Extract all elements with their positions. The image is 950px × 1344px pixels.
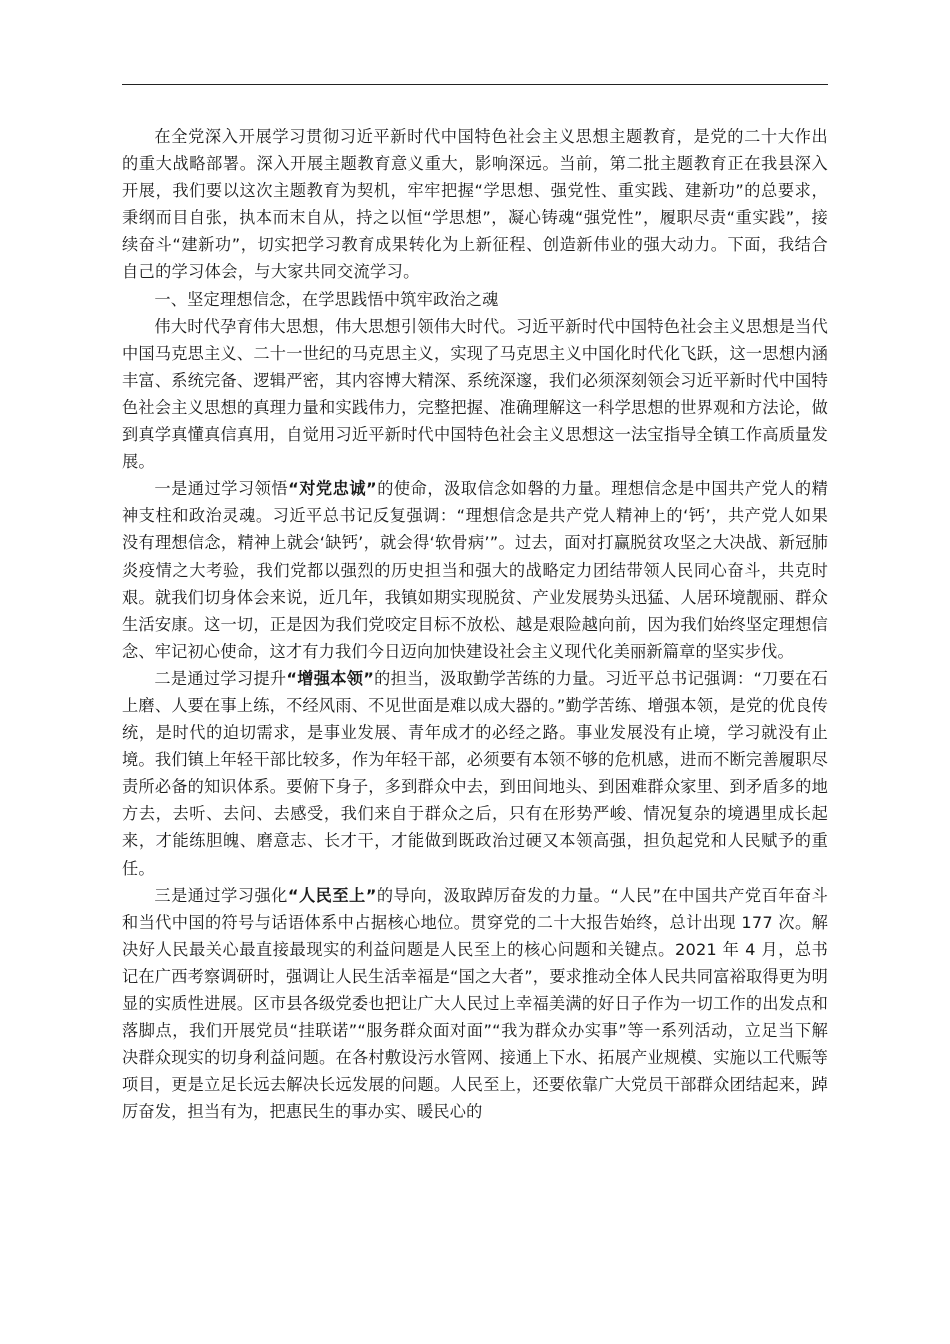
intro-paragraph: 在全党深入开展学习贯彻习近平新时代中国特色社会主义思想主题教育，是党的二十大作出的重大战略部署。深入开展主题教育意义重大，影响深远。当前，第二批主题教育正在我县深入开展，我们要以这次主题教育为契机，牢牢把握“学思想、强党性、重实践、建新功”的总要求，秉纲而目自张，执本而末自从，持之以恒“学思想”，凝心铸魂“强党性”，履职尽责“重实践”，接续奋斗“建新功”，切实把学习教育成果转化为上新征程、创造新伟业的强大动力。下面，我结合自己的学习体会，与大家共同交流学习。: [122, 127, 828, 282]
point-two-emphasis: “增强本领”: [286, 668, 375, 688]
point-three-lead: 三是通过学习强化: [154, 885, 288, 905]
point-two-lead: 二是通过学习提升: [154, 668, 287, 688]
header-rule: [122, 84, 828, 85]
point-one-body: 的使命，汲取信念如磐的力量。理想信念是中国共产党人的精神支柱和政治灵魂。习近平总书记反复强调：“理想信念是共产党人精神上的‘钙’，共产党人如果没有理想信念，精神上就会‘缺钙’，就会得‘软骨病’”。过去，面对打赢脱贫攻坚之大决战、新冠肺炎疫情之大考验，我们党都以强烈的历史担当和强大的战略定力团结带领人民同心奋斗，共克时艰。就我们切身体会来说，近几年，我镇如期实现脱贫、产业发展势头迅猛、人居环境靓丽、群众生活安康。这一切，正是因为我们党咬定目标不放松、越是艰险越向前，因为我们始终坚定理想信念、牢记初心使命，这才有力我们今日迈向加快建设社会主义现代化美丽新篇章的坚实步伐。: [122, 479, 828, 661]
point-one-paragraph: [122, 475, 828, 665]
point-two-body: 的担当，汲取勤学苦练的力量。习近平总书记强调：“刀要在石上磨、人要在事上练，不经风雨、不见世面是难以成大器的。”勤学苦练、增强本领，是党的优良传统，是时代的迫切需求，是事业发展、青年成才的必经之路。事业发展没有止境，学习就没有止境。我们镇上年轻干部比较多，作为年轻干部，必须要有本领不够的危机感，进而不断完善履职尽责所必备的知识体系。要俯下身子，多到群众中去，到田间地头、到困难群众家里、到矛盾多的地方去，去听、去问、去感受，我们来自于群众之后，只有在形势严峻、情况复杂的境遇里成长起来，才能练胆魄、磨意志、长才干，才能做到既政治过硬又本领高强，担负起党和人民赋予的重任。: [122, 668, 829, 878]
point-three-emphasis: “人民至上”: [287, 885, 377, 905]
point-three-paragraph: [122, 882, 828, 1126]
point-one-lead: 一是通过学习领悟: [154, 479, 289, 499]
point-one-emphasis: “对党忠诚”: [288, 479, 377, 499]
document-body: [122, 123, 828, 1125]
point-three-body: 的导向，汲取踔厉奋发的力量。“人民”在中国共产党百年奋斗和当代中国的符号与话语体系中占据核心地位。贯穿党的二十大报告始终，总计出现 177 次。解决好人民最关心最直接最现实的利益问题是人民至上的核心问题和关键点。2021 年 4 月，总书记在广西考察调研时，强调让人民生活幸福是“国之大者”，要求推动全体人民共同富裕取得更为明显的实质性进展。区市县各级党委也把让广大人民过上幸福美满的好日子作为一切工作的出发点和落脚点，我们开展党员“挂联诺”“服务群众面对面”“我为群众办实事”等一系列活动，立足当下解决群众现实的切身利益问题。在各村敷设污水管网、接通上下水、拓展产业规模、实施以工代赈等项目，更是立足长远去解决长远发展的问题。人民至上，还要依靠广大党员干部群众团结起来，踔厉奋发，担当有为，把惠民生的事办实、暖民心的: [122, 885, 828, 1122]
section-heading: 一、坚定理想信念，在学思践悟中筑牢政治之魂: [154, 289, 499, 309]
point-two-paragraph: [122, 665, 828, 882]
theory-paragraph: 伟大时代孕育伟大思想，伟大思想引领伟大时代。习近平新时代中国特色社会主义思想是当代中国马克思主义、二十一世纪的马克思主义，实现了马克思主义中国化时代化飞跃，这一思想内涵丰富、系统完备、逻辑严密，其内容博大精深、系统深邃，我们必须深刻领会习近平新时代中国特色社会主义思想的真理力量和实践伟力，完整把握、准确理解这一科学思想的世界观和方法论，做到真学真懂真信真用，自觉用习近平新时代中国特色社会主义思想这一法宝指导全镇工作高质量发展。: [122, 316, 828, 472]
